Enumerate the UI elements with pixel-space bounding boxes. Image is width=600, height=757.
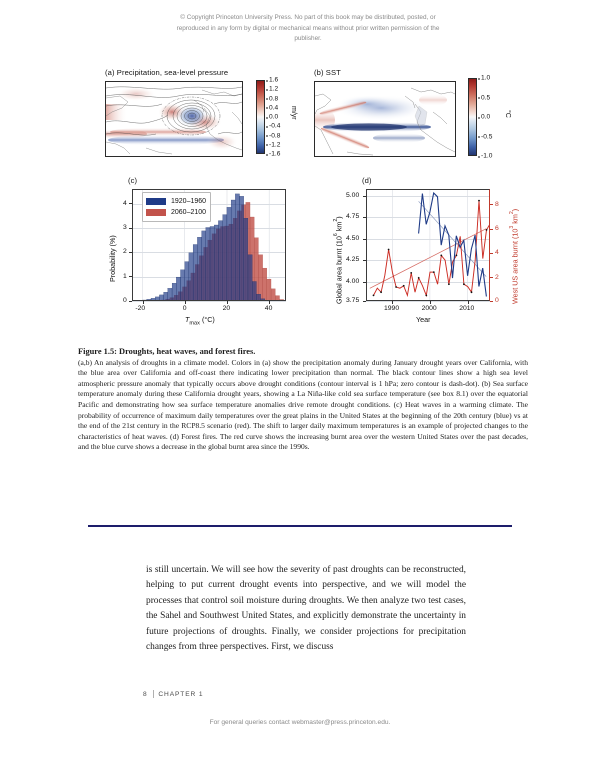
panel-c-xtick: 40	[264, 305, 273, 312]
panel-d-ytick-mark	[363, 282, 366, 283]
panel-b-map-canvas	[315, 82, 455, 156]
panel-a-colorbar-ticks	[266, 76, 288, 158]
panel-b-map	[314, 81, 456, 157]
panel-c-title: (c)	[128, 176, 138, 185]
panel-d-ytick-left: 4.00	[346, 277, 360, 285]
panel-b-colorbar	[468, 74, 500, 160]
panel-c-xtick: 0	[182, 305, 187, 312]
panel-c-ytick: 3	[123, 224, 127, 231]
legend-entry	[146, 207, 206, 218]
panel-d-ytick-right: 8	[495, 200, 499, 208]
panel-d-ytick-right: 4	[495, 249, 499, 257]
cbar-a-tick: -0.4	[269, 122, 281, 130]
panel-c-legend	[142, 192, 211, 222]
gridline	[132, 301, 286, 302]
panel-d-ytick-left: 5.00	[346, 191, 360, 199]
panel-c-xtick-mark	[185, 301, 186, 304]
panel-d-xtick-mark	[392, 301, 393, 304]
cbar-b-tick: 0.0	[481, 113, 491, 121]
gridline	[366, 301, 490, 302]
general-queries-line: For general queries contact webmaster@press.princeton.edu.	[209, 719, 391, 726]
cbar-a-tick: -1.6	[269, 150, 281, 158]
panel-d-ytick-left: 4.25	[346, 256, 360, 264]
panel-d-ytick-left: 4.75	[346, 213, 360, 221]
panel-d-ylabel-right-text: West US area burnt ($10^3$ $km^2$)	[509, 208, 520, 304]
cbar-a-tick: 0.0	[269, 113, 279, 121]
panel-c-ytick-mark	[129, 228, 132, 229]
panel-c-ytick-mark	[129, 252, 132, 253]
panel-d-title: (d)	[362, 176, 372, 185]
panel-c-xtick-mark	[269, 301, 270, 304]
panel-a-map	[105, 81, 243, 157]
copyright-notice: © Copyright Princeton University Press. No part of this book may be distributed, posted, or reproduced in any form by digital or mechanical means without prior written permission of the publisher.	[176, 14, 440, 42]
cbar-b-tick: -0.5	[481, 133, 493, 140]
folio-separator	[153, 690, 154, 698]
panel-d-ytick-right-mark	[490, 204, 493, 205]
panel-d-axes	[366, 189, 490, 301]
cbar-a-tick: 0.4	[269, 104, 279, 112]
panel-c-ytick-mark	[129, 301, 132, 302]
panel-c-ytick-mark	[129, 203, 132, 204]
cbar-b-tick: -1.0	[481, 152, 493, 160]
panel-c-ytick-mark	[129, 276, 132, 277]
panel-c-ytick: 0	[123, 297, 127, 304]
panel-d-ylabel-right	[509, 192, 519, 304]
panel-d-ytick-mark	[363, 217, 366, 218]
panel-b-title: (b) SST	[314, 68, 341, 77]
cbar-b-tick: 0.5	[481, 94, 491, 101]
panel-a-map-canvas	[106, 82, 242, 156]
cbar-b-tick: 1.0	[481, 74, 491, 82]
panel-c-xlabel-text: $T_{max}$ (°C)	[185, 315, 215, 327]
panel-c-xtick-mark	[143, 301, 144, 304]
panel-d-xtick: 1990	[384, 305, 400, 312]
body-paragraph: is still uncertain. We will see how the severity of past droughts can be reconstructed, helping to put current drought events into perspective, and we will model the processes that control soil moisture during droughts. We then analyze two test cases, the Sahel and Southwest United States, and explicitly demonstrate the uncertainty in future projections of droughts. Finally, we consider projections for precipitation changes from three perspectives. First, we discuss	[146, 565, 466, 653]
panel-d-ytick-right-mark	[490, 229, 493, 230]
panel-d-xtick: 2000	[421, 305, 437, 312]
legend-swatch-1920-1960	[146, 198, 166, 205]
panel-a-precipitation	[105, 68, 315, 157]
panel-d-ytick-right: 6	[495, 225, 499, 232]
folio	[143, 690, 203, 698]
panel-a-title: (a) Precipitation, sea-level pressure	[105, 68, 229, 77]
folio-chapter-label: CHAPTER 1	[158, 690, 204, 698]
panel-d-ytick-left: 4.50	[346, 234, 360, 242]
panel-d-ytick-left: 3.75	[346, 297, 360, 304]
cbar-a-tick: -1.2	[269, 141, 281, 149]
panel-d-forest-fires	[306, 176, 528, 324]
panel-b-colorbar-ticks	[478, 74, 500, 160]
panel-d-xlabel: Year	[416, 315, 431, 324]
panel-c-ytick: 2	[123, 248, 127, 256]
panel-d-ytick-mark	[363, 260, 366, 261]
figure-caption	[78, 347, 528, 453]
panel-d-ylabel-left-text: Global area burnt ($10^6$ $km^2$)	[333, 216, 344, 304]
figure-caption-head: Figure 1.5: Droughts, heat waves, and forest fires.	[78, 347, 256, 356]
panel-d-ytick-right-mark	[490, 277, 493, 278]
panel-d-lines	[366, 189, 490, 301]
panel-a-colorbar-gradient	[256, 80, 265, 154]
panel-c-xtick-mark	[227, 301, 228, 304]
panel-b-sst	[314, 68, 528, 160]
panel-d-ytick-mark	[363, 239, 366, 240]
folio-page-number: 8	[143, 690, 148, 698]
cbar-a-tick: 1.2	[269, 85, 279, 93]
panel-c-xtick: -20	[135, 305, 146, 312]
panel-b-colorbar-unit: °C	[504, 110, 511, 118]
cbar-a-tick: 0.8	[269, 95, 279, 102]
panel-b-colorbar-gradient	[468, 78, 477, 156]
section-divider-rule	[88, 525, 512, 527]
panel-d-ytick-right-mark	[490, 301, 493, 302]
panel-c-ytick: 4	[123, 199, 127, 207]
panel-c-xtick: 20	[222, 305, 231, 312]
panel-d-ylabel-left	[333, 192, 343, 304]
panel-c-xlabel	[185, 315, 215, 326]
panel-d-ytick-mark	[363, 301, 366, 302]
panel-a-colorbar	[256, 76, 288, 158]
legend-entry	[146, 196, 206, 207]
legend-swatch-2060-2100	[146, 209, 166, 216]
panel-d-ytick-right: 2	[495, 273, 499, 281]
panel-c-ytick: 1	[123, 272, 127, 280]
panel-d-ytick-mark	[363, 196, 366, 197]
panel-d-xtick-mark	[430, 301, 431, 304]
legend-label-1920-1960: 1920–1960	[171, 198, 207, 205]
panel-c-heatwaves	[100, 176, 310, 327]
cbar-a-tick: -0.8	[269, 132, 281, 139]
legend-label-2060-2100: 2060–2100	[171, 209, 207, 216]
figure-caption-body: (a,b) An analysis of droughts in a climate model. Colors in (a) show the precipitation anomaly during January drought years over California, with the blue area over California and off-coast there indicating lower precipitation than normal. The black contour lines show a high sea level atmospheric pressure anomaly that typically occurs above drought conditions (contour interval is 1 hPa; zero contour is dash-dot). (b) Sea surface temperature anomaly during these California drought years, showing a La Niña-like cold sea surface temperature (see box 8.1) over the equatorial Pacific and demonstrating how sea surface temperature anomalies drive remote drought conditions. (c) Heat waves in a warming climate. The probability of occurrence of maximum daily temperatures over the great plains in the United States at the beginning of the 20th century (blue) vs at the end of the 21st century in the RCP8.5 scenario (red). The shift to larger daily maximum temperatures is an example of projected changes to the characteristics of heat waves. (d) Forest fires. The red curve shows the increasing burnt area over the western United States over the past decades, and the blue curve shows a decrease in the global burnt area since the 1990s.	[78, 357, 528, 452]
panel-d-ytick-right: 0	[495, 297, 499, 304]
panel-d-ytick-right-mark	[490, 253, 493, 254]
panel-c-ylabel: Probability (%)	[108, 235, 117, 282]
panel-a-colorbar-unit: m/yr	[290, 106, 297, 120]
panel-d-xtick-mark	[468, 301, 469, 304]
cbar-a-tick: 1.6	[269, 76, 279, 84]
panel-d-xtick: 2010	[459, 305, 475, 312]
